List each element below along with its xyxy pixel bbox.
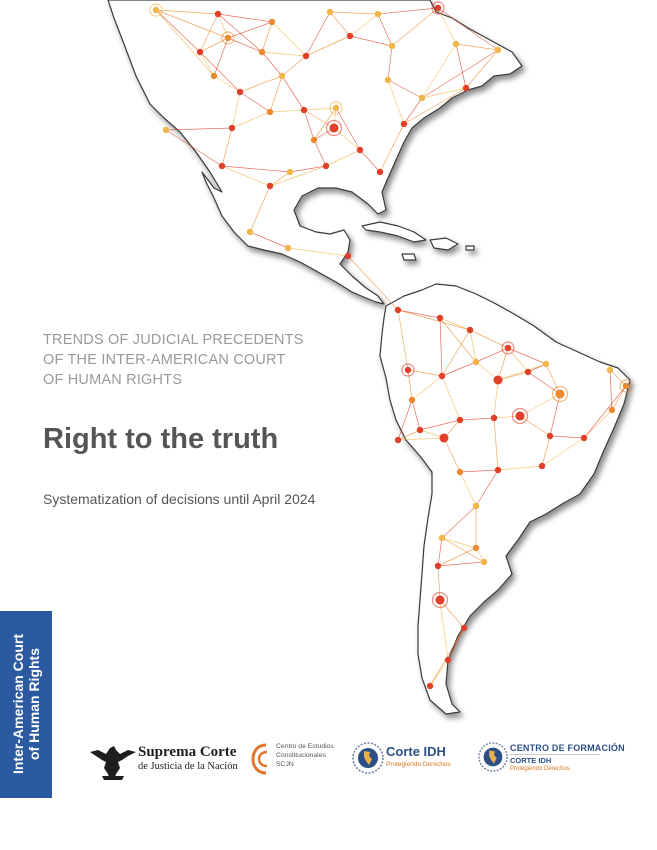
- network-node: [197, 49, 203, 55]
- network-node: [457, 469, 463, 475]
- network-node: [385, 77, 391, 83]
- network-node: [219, 163, 225, 169]
- network-node: [153, 7, 159, 13]
- network-node: [436, 596, 445, 605]
- network-node: [445, 657, 451, 663]
- centro-formacion-line-2: CORTE IDH: [510, 756, 552, 765]
- network-node: [330, 124, 339, 133]
- network-node: [439, 535, 445, 541]
- network-node: [495, 47, 501, 53]
- network-node: [323, 163, 329, 169]
- centro-formacion-logo: [478, 730, 625, 790]
- network-node: [267, 183, 273, 189]
- network-node: [401, 121, 407, 127]
- network-node: [481, 559, 487, 565]
- network-node: [463, 85, 469, 91]
- network-node: [607, 367, 613, 373]
- network-node: [547, 433, 553, 439]
- eagle-icon: [88, 740, 138, 784]
- north-america-shape: [108, 0, 522, 304]
- network-node: [609, 407, 615, 413]
- network-node: [215, 11, 221, 17]
- scjn-logo: [88, 730, 238, 790]
- network-node: [333, 105, 339, 111]
- network-node: [491, 415, 497, 421]
- cec-logo: [250, 730, 340, 790]
- globe-seal-icon: [352, 742, 384, 774]
- network-node: [467, 327, 473, 333]
- globe-seal-icon: [478, 742, 508, 772]
- scjn-name: [138, 744, 238, 773]
- cec-line: Constitucionales: [276, 752, 326, 759]
- network-node: [395, 307, 401, 313]
- puerto-rico-shape: [466, 246, 474, 250]
- cec-symbol-icon: [250, 742, 272, 776]
- network-node: [473, 359, 479, 365]
- network-node: [556, 390, 565, 399]
- hispaniola-shape: [430, 238, 458, 250]
- page-subtitle: Systematization of decisions until April 2024: [43, 491, 316, 507]
- network-node: [347, 33, 353, 39]
- network-node: [516, 412, 525, 421]
- network-node: [395, 437, 401, 443]
- corte-idh-name: Corte IDH: [386, 744, 446, 759]
- series-title-line: OF THE INTER-AMERICAN COURT: [43, 352, 286, 368]
- network-node: [287, 169, 293, 175]
- network-node: [473, 503, 479, 509]
- centro-formacion-divider: [510, 754, 600, 755]
- cec-name: [276, 742, 334, 769]
- network-node: [440, 434, 449, 443]
- network-node: [269, 19, 275, 25]
- network-node: [427, 683, 433, 689]
- corte-idh-logo: [352, 730, 462, 790]
- page-title: Right to the truth: [43, 423, 279, 455]
- network-node: [437, 315, 443, 321]
- jamaica-shape: [402, 254, 416, 260]
- network-node: [259, 49, 265, 55]
- network-node: [389, 43, 395, 49]
- scjn-line-1: Suprema Corte: [138, 744, 237, 760]
- network-node: [375, 11, 381, 17]
- side-label-line: of Human Rights: [26, 648, 42, 760]
- side-label-line: Inter-American Court: [10, 633, 26, 775]
- series-title-line: TRENDS OF JUDICIAL PRECEDENTS: [43, 332, 304, 348]
- network-node: [457, 417, 463, 423]
- logo-strip: [0, 730, 657, 790]
- network-node: [409, 397, 415, 403]
- network-node: [345, 253, 351, 259]
- network-node: [303, 53, 309, 59]
- network-node: [377, 169, 383, 175]
- network-node: [539, 463, 545, 469]
- network-node: [357, 147, 363, 153]
- cuba-shape: [362, 222, 426, 242]
- cec-line: SCJN: [276, 761, 294, 768]
- network-node: [439, 373, 445, 379]
- network-node: [473, 545, 479, 551]
- network-node: [279, 73, 285, 79]
- network-node: [435, 5, 441, 11]
- network-node: [267, 109, 273, 115]
- network-node: [311, 137, 317, 143]
- centro-formacion-line-1: CENTRO DE FORMACIÓN: [510, 743, 625, 753]
- network-node: [505, 345, 511, 351]
- network-node: [623, 383, 629, 389]
- network-node: [543, 361, 549, 367]
- network-node: [247, 229, 253, 235]
- corte-idh-tagline: Protegiendo Derechos: [386, 761, 451, 768]
- network-node: [225, 35, 231, 41]
- centro-formacion-tagline: Protegiendo Derechos: [510, 766, 570, 772]
- network-node: [453, 41, 459, 47]
- network-node: [495, 467, 501, 473]
- network-node: [301, 107, 307, 113]
- network-node: [163, 127, 169, 133]
- cec-line: Centro de Estudios: [276, 743, 334, 750]
- network-node: [525, 369, 531, 375]
- scjn-line-2: de Justicia de la Nación: [138, 761, 238, 772]
- network-node: [285, 245, 291, 251]
- series-title-line: OF HUMAN RIGHTS: [43, 372, 183, 388]
- network-node: [417, 427, 423, 433]
- series-title: [43, 330, 303, 390]
- network-node: [581, 435, 587, 441]
- network-node: [237, 89, 243, 95]
- network-node: [419, 95, 425, 101]
- network-node: [229, 125, 235, 131]
- network-node: [211, 73, 217, 79]
- network-node: [327, 9, 333, 15]
- network-node: [461, 625, 467, 631]
- network-node: [494, 376, 503, 385]
- network-node: [435, 563, 441, 569]
- network-node: [405, 367, 411, 373]
